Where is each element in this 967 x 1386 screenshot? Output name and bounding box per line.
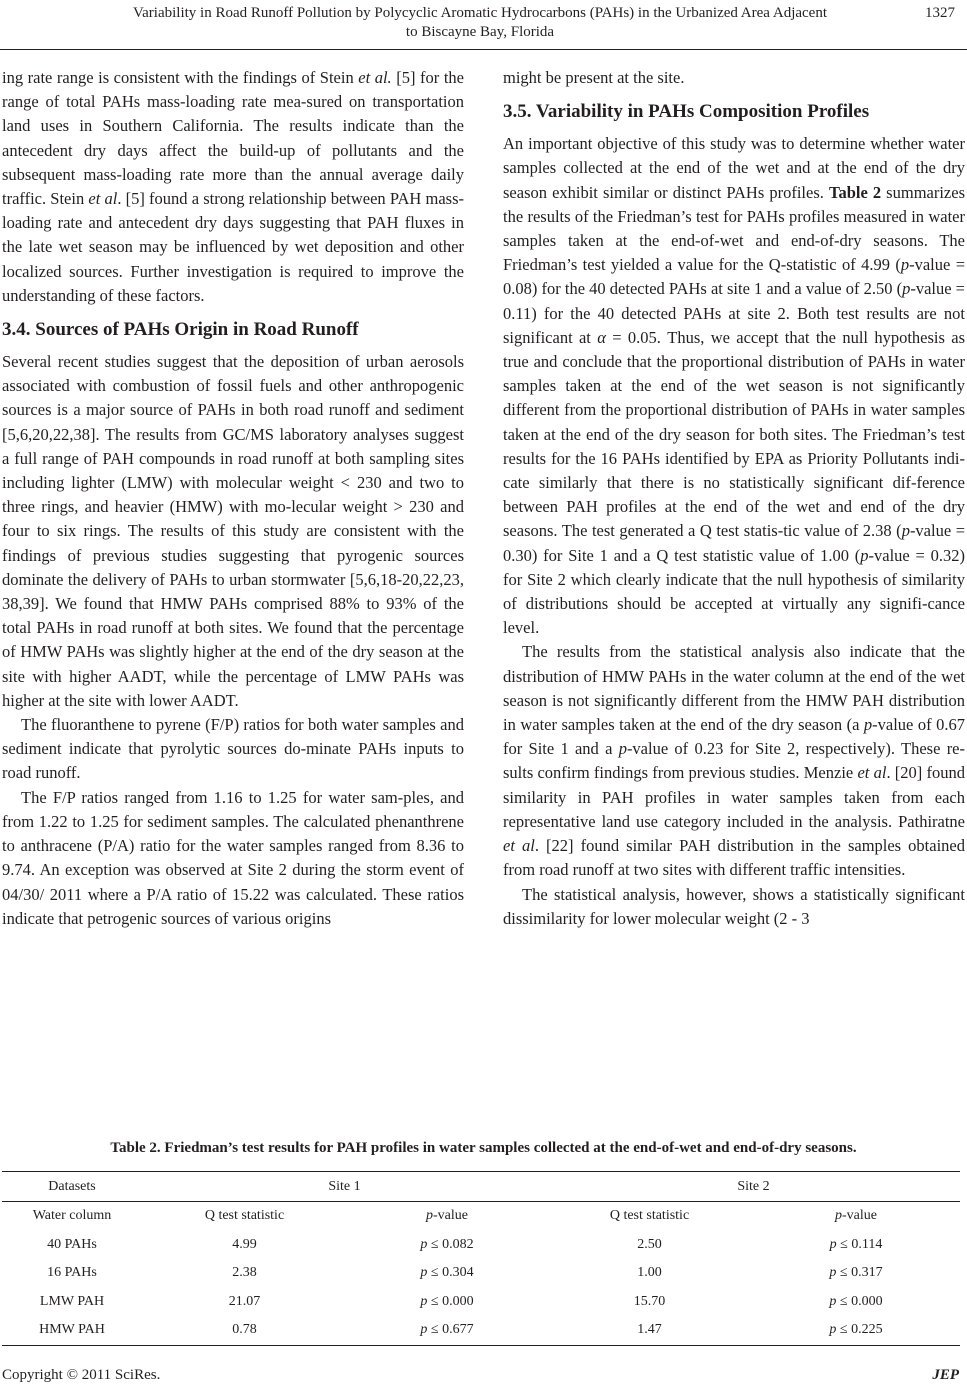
table-row [2,1316,960,1345]
cell-q-site1: 21.07 [228,1293,261,1309]
table-header-row [2,1172,960,1202]
table-reference: Table 2 [828,182,882,202]
cell-q-site2: 2.50 [637,1236,662,1252]
running-title-line2: to Biscayne Bay, Florida [405,24,555,40]
header-site-2: Site 2 [547,1172,960,1202]
subheader-q-statistic-site1: Q test statistic [204,1208,285,1224]
row-label: LMW PAH [39,1293,105,1309]
cell-p-site2: p ≤ 0.317 [829,1265,883,1281]
cell-q-site1: 2.38 [232,1265,257,1281]
table-caption: Table 2. Friedman’s test results for PAH profiles in water samples collected at the end-of-wet and end-of-dry seasons. [110,1140,857,1156]
left-column [2,66,464,931]
section-heading-3-4: 3.4. Sources of PAHs Origin in Road Runoff [2,319,359,341]
cell-p-site1: p ≤ 0.000 [420,1293,474,1309]
cell-p-site2: p ≤ 0.114 [829,1236,883,1252]
header-site-1: Site 1 [142,1172,547,1202]
subheader-p-value-site1: p-value [426,1208,468,1224]
section-heading-3-5: 3.5. Variability in PAHs Composition Profiles [503,101,870,123]
table-subheader-row [2,1202,960,1231]
paragraph: Several recent studies suggest that the deposition of urban aerosols associated with combustion of fossil fuels and other anthropogenic sources is a major source of PAHs in both road runoff and sediment [5,6,20,22,38]. The results from GC/MS laboratory analyses suggest a full range of PAH compounds in road runoff at both sampling sites including lighter (LMW) with molecular weight < 230 and two to three rings, and heavier (HMW) with mo-lecular weight > 230 and four to six rings. The results of this study are consistent with the findings of previous studies suggesting that pyrogenic sources dominate the delivery of PAHs to urban stormwater [5,6,18-20,22,23, 38,39]. We found that HMW PAHs comprised 88% to 93% of the total PAHs in road runoff at both sites. We found that the percentage of HMW PAHs was slightly higher at the end of the dry season at the site with higher AADT, while the percentage of LMW PAHs was higher at the site with lower AADT. [2,352,464,710]
paragraph: The results from the statistical analysis also indicate that the distribution of HMW PAHs in the water column at the end of the wet season is not significantly different from the HMW PAH distribution in water samples taken at the end of the dry season (a p-value of 0.67 for Site 1 and a p-value of 0.23 for Site 2, respectively). These re-sults confirm findings from previous studies. Menzie et al. [20] found similarity in PAH profiles in water samples taken from each representative land use category included in the analysis. Pathiratne et al. [22] found similar PAH distribution in the samples obtained from road runoff at two sites with different traffic intensities. [503,642,966,880]
row-label: 40 PAHs [47,1236,97,1252]
paragraph: An important objective of this study was to determine whether water samples collected at the end of the wet and at the end of the dry season exhibit similar or distinct PAHs profiles. Table 2 summarizes the results of the Friedman’s test for PAHs profiles measured in water samples taken at the end-of-wet and end-of-dry seasons. The Friedman’s test yielded a value for the Q-statistic of 4.99 (p-value = 0.08) for the 40 detected PAHs at site 1 and a value of 2.50 (p-value = 0.11) for the 40 detected PAHs at site 2. Both test results are not significant at α = 0.05. Thus, we accept that the null hypothesis as true and conclude that the proportional distribution of PAHs in water samples taken at the end of the wet season is not significantly different from the proportional distribution of PAHs in water samples taken at the end of the dry season for both sites. The Friedman’s test results for the 16 PAHs identified by EPA as Priority Pollutants indi-cate similarly that there is no statistically significant dif-ference between PAH profiles at the end of the wet and end of the dry seasons. The test generated a Q test statis-tic value of 2.38 (p-value = 0.30) for Site 1 and a Q test statistic value of 1.00 (p-value = 0.32) for Site 2 which clearly indicate that the null hypothesis of similarity of distributions should be accepted at virtually any signifi-cance level. [503,134,966,638]
right-column [503,66,965,931]
table-row [2,1288,960,1317]
table-row [2,1231,960,1260]
paragraph: The F/P ratios ranged from 1.16 to 1.25 for water sam-ples, and from 1.22 to 1.25 for sediment samples. The calculated phenanthrene to anthracene (P/A) ratio for the water samples ranged from 8.36 to 9.74. An exception was observed at Site 2 during the storm event of 04/30/ 2011 where a P/A ratio of 15.22 was calculated. These ratios indicate that petrogenic sources of various origins [2,787,464,928]
cell-q-site2: 1.00 [637,1265,662,1281]
results-table [2,1171,960,1346]
cell-p-site1: p ≤ 0.304 [420,1265,474,1281]
paragraph: ing rate range is consistent with the findings of Stein et al. [5] for the range of total PAHs mass-loading rate mea-sured on transportation land uses in Southern California. The results indicate than the antecedent dry days affect the build-up of pollutants and the subsequent mass-loading rate more than the annual average daily traffic. Stein et al. [5] found a strong relationship between PAH mass-loading rate and antecedent dry days suggesting that PAH fluxes in the late wet season may be influenced by wet deposition and other localized sources. Further investigation is required to improve the understanding of these factors. [2,68,465,305]
cell-q-site1: 0.78 [142,1316,347,1345]
cell-p-site1: p ≤ 0.082 [420,1236,474,1252]
page-number: 1327 [925,5,955,21]
row-label: HMW PAH [2,1316,142,1345]
subheader-q-statistic-site2: Q test statistic [609,1208,690,1224]
header-rule [0,49,967,50]
subheader-water-column: Water column [32,1208,112,1224]
cell-p-site1: p ≤ 0.677 [347,1316,547,1345]
paragraph: The fluoranthene to pyrene (F/P) ratios for both water samples and sediment indicate that pyrolytic sources do-minate PAHs inputs to road runoff. [2,715,464,783]
header-datasets: Datasets [2,1172,142,1202]
subheader-p-value-site2: p-value [835,1208,877,1224]
cell-q-site2: 1.47 [547,1316,752,1345]
paragraph: might be present at the site. [503,68,685,87]
running-head [40,4,920,42]
paragraph: The statistical analysis, however, shows a statistically significant dissimilarity for lower molecular weight (2 - 3 [503,884,965,928]
journal-abbreviation: JEP [932,1367,959,1383]
cell-q-site1: 4.99 [232,1236,257,1252]
table-row [2,1259,960,1288]
row-label: 16 PAHs [47,1265,97,1281]
cell-p-site2: p ≤ 0.225 [752,1316,960,1345]
cell-q-site2: 15.70 [633,1293,666,1309]
running-title-line1: Variability in Road Runoff Pollution by Polycyclic Aromatic Hydrocarbons (PAHs) in the Urbanized Area Adjacent [132,5,828,21]
cell-p-site2: p ≤ 0.000 [829,1293,883,1309]
copyright-notice: Copyright © 2011 SciRes. [2,1367,161,1383]
